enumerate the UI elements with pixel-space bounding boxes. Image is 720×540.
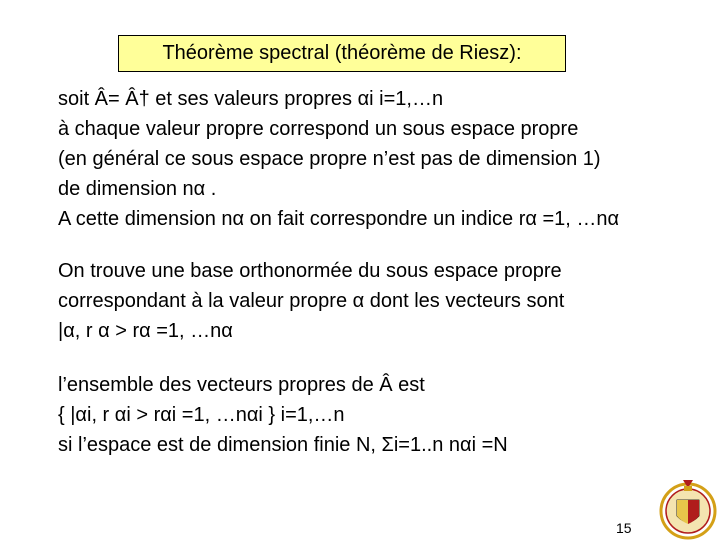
text-line: (en général ce sous espace propre n’est pas de dimension 1)	[58, 148, 601, 170]
text-line: On trouve une base orthonormée du sous espace propre	[58, 260, 562, 282]
text-line: soit Â= Â† et ses valeurs propres αi i=1,…n	[58, 88, 444, 110]
text-line: de dimension nα .	[58, 178, 217, 200]
text-line: correspondant à la valeur propre α dont les vecteurs sont	[58, 290, 565, 312]
text-line: si l’espace est de dimension finie N, Σi=1..n nαi =N	[58, 434, 508, 456]
text-line: l’ensemble des vecteurs propres de Â est	[58, 374, 425, 396]
text-line: A cette dimension nα on fait correspondre un indice rα =1, …nα	[58, 208, 620, 230]
text-line: à chaque valeur propre correspond un sous espace propre	[58, 118, 579, 140]
slide-title: Théorème spectral (théorème de Riesz):	[118, 35, 566, 72]
paragraph-orthonormal-basis	[58, 256, 564, 346]
university-seal-icon	[657, 478, 719, 540]
text-line: |α, r α > rα =1, …nα	[58, 320, 233, 342]
paragraph-eigenvectors	[58, 370, 508, 460]
paragraph-definitions	[58, 84, 619, 234]
page-number: 15	[616, 520, 632, 536]
text-line: { |αi, r αi > rαi =1, …nαi } i=1,…n	[58, 404, 345, 426]
